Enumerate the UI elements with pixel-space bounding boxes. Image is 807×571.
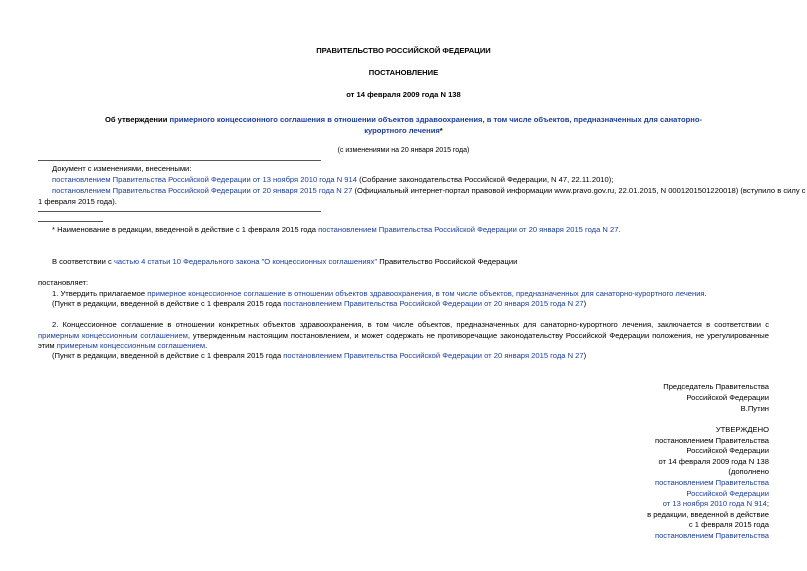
approved-link[interactable]: постановлением Правительства (654, 531, 769, 540)
approved-line: от 14 февраля 2009 года N 138 (658, 457, 769, 466)
paragraph-1-end: . (704, 289, 707, 298)
approved-link[interactable]: постановлением Правительства (654, 478, 769, 487)
title-asterisk: * (439, 126, 443, 135)
footnote-link[interactable]: постановлением Правительства Российской Федерации от 20 января 2015 года N 27 (318, 225, 619, 234)
federal-law-link[interactable]: частью 4 статьи 10 Федерального закона "О концессионных соглашениях" (113, 257, 378, 266)
divider (38, 160, 321, 161)
approved-link-end: ; (766, 499, 769, 508)
note-1-text: (Пункт в редакции, введенной в действие с 1 февраля 2015 года (52, 299, 284, 308)
approved-link[interactable]: Российской Федерации (686, 489, 769, 498)
footnote-end: . (618, 225, 621, 234)
divider (38, 211, 321, 212)
footnote-divider (38, 221, 103, 222)
preamble (52, 257, 517, 268)
note-2-end: ) (583, 351, 587, 360)
amendment-item-1 (52, 175, 613, 186)
paragraph-2-text-2: , утвержденным настоящим постановлением, и может содержать не противоречащие законодательству Российской Федерации положения, не урегулированные этим (38, 330, 769, 351)
paragraph-1-note (52, 299, 586, 310)
document-title (0, 115, 807, 126)
document-date-number: от 14 февраля 2009 года N 138 (346, 90, 461, 99)
approved-link[interactable]: от 13 ноября 2010 года N 914 (662, 499, 767, 508)
note-2-text: (Пункт в редакции, введенной в действие с 1 февраля 2015 года (52, 351, 284, 360)
amendment-text-2: (Официальный интернет-портал правовой информации www.pravo.gov.ru, 22.01.2015, N 0001201501220018) (вступило в силу с (352, 186, 806, 195)
amendments-intro: Документ с изменениями, внесенными: (52, 164, 192, 173)
paragraph-1-text: 1. Утвердить прилагаемое (52, 289, 148, 298)
revision-note: (с изменениями на 20 января 2015 года) (337, 147, 470, 154)
paragraph-2-text: 2. Концессионное соглашение в отношении конкретных объектов здравоохранения, в том числе объектов, предназначенных для санаторно-курортного лечения, заключается в соответствии с (52, 320, 769, 329)
paragraph-2-link-2[interactable]: примерным концессионным соглашением (56, 341, 206, 351)
title-prefix: Об утверждении (104, 115, 170, 124)
footnote-text: * Наименование в редакции, введенной в действие с 1 февраля 2015 года (52, 225, 319, 234)
paragraph-1 (52, 289, 707, 300)
signature-name: В.Путин (740, 404, 769, 413)
amendment-text-1: (Собрание законодательства Российской Федерации, N 47, 22.11.2010); (356, 175, 614, 184)
approved-heading: УТВЕРЖДЕНО (715, 425, 769, 434)
approved-link-line (663, 499, 769, 510)
approved-line: в редакции, введенной в действие (647, 510, 769, 519)
title-link[interactable]: примерного концессионного соглашения в отношении объектов здравоохранения, в том числе объектов, предназначенных для санаторно- (169, 115, 703, 124)
approved-line: с 1 февраля 2015 года (688, 520, 769, 529)
note-1-end: ) (583, 299, 587, 308)
paragraph-2 (38, 320, 769, 352)
approved-line: постановлением Правительства (654, 436, 769, 445)
note-2-link[interactable]: постановлением Правительства Российской Федерации от 20 января 2015 года N 27 (283, 351, 584, 360)
paragraph-2-end: . (205, 341, 208, 351)
decides-label: постановляет: (38, 278, 89, 287)
paragraph-2-link-1[interactable]: примерным концессионным соглашением (38, 330, 188, 340)
amendment-link-1[interactable]: постановлением Правительства Российской Федерации от 13 ноября 2010 года N 914 (52, 175, 357, 184)
title-link-cont[interactable]: курортного лечения (364, 126, 440, 135)
signature-body: Российской Федерации (686, 393, 769, 402)
document-type: ПОСТАНОВЛЕНИЕ (368, 68, 439, 77)
approved-agreement-link[interactable]: примерное концессионное соглашение в отношении объектов здравоохранения, в том числе объектов, предназначенных для санаторно-курортного лечения (147, 289, 705, 298)
preamble-text: В соответствии с (52, 257, 114, 266)
amendment-link-2[interactable]: постановлением Правительства Российской Федерации от 20 января 2015 года N 27 (52, 186, 353, 195)
footnote (52, 225, 621, 236)
paragraph-2-note (52, 351, 586, 362)
approved-line: (дополнено (728, 467, 769, 476)
approved-line: Российской Федерации (686, 446, 769, 455)
signature-title: Председатель Правительства (663, 382, 769, 391)
amendment-item-2-cont: 1 февраля 2015 года). (38, 197, 117, 206)
government-heading: ПРАВИТЕЛЬСТВО РОССИЙСКОЙ ФЕДЕРАЦИИ (316, 46, 491, 55)
preamble-text-end: Правительство Российской Федерации (377, 257, 518, 266)
document-title-line2 (0, 126, 807, 137)
note-1-link[interactable]: постановлением Правительства Российской Федерации от 20 января 2015 года N 27 (283, 299, 584, 308)
amendment-item-2 (52, 186, 806, 197)
